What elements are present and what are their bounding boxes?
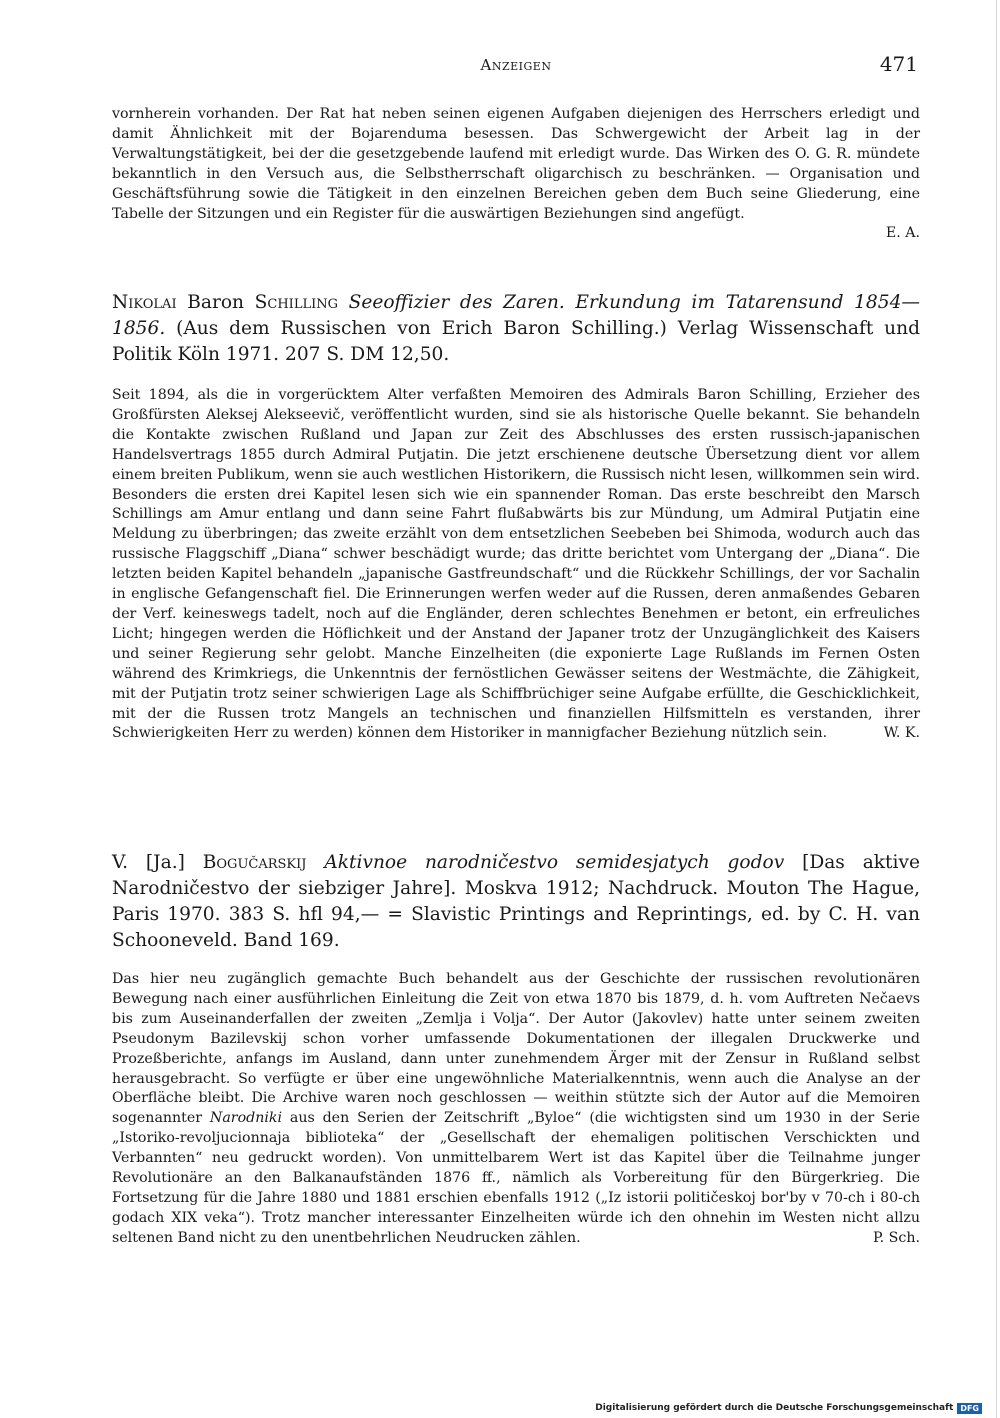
review-3-heading xyxy=(112,850,920,954)
review-2-body-block xyxy=(112,386,920,744)
review-2-work-title: Seeoffizier des Zaren. Erkundung im Tatarensund 1854—1856. xyxy=(112,292,920,339)
running-header xyxy=(112,52,920,82)
review-3-work-title: Aktivnoe narodničestvo semidesjatych godov xyxy=(324,852,785,873)
review-1-body: vornherein vorhanden. Der Rat hat neben seinen eigenen Aufgaben diejenigen des Herrschers erledigt und damit Ähnlichkeit mit der Bojarenduma besessen. Das Schwergewicht der Arbeit lag in der Verwaltungstätigkeit, bei der die gesetzgebende laufend mit erledigt wurde. Das Wirken des O. G. R. mündete bekanntlich in den Versuch aus, die Selbstherrschaft oligarchisch zu beschränken. — Organisation und Geschäftsführung sowie die Tätigkeit in den einzelnen Bereichen geben dem Buch seine Gliederung, eine Tabelle der Sitzungen und ein Register für die auswärtigen Beziehungen sind angefügt. xyxy=(112,106,920,222)
review-1-tail xyxy=(112,105,920,244)
digitization-footer xyxy=(595,1402,982,1414)
dfg-logo-icon: DFG xyxy=(957,1403,982,1414)
review-1-signature: E. A. xyxy=(885,225,920,242)
review-3-signature: P. Sch. xyxy=(872,1229,920,1246)
review-3-body-part1: Das hier neu zugänglich gemachte Buch behandelt aus der Geschichte der russischen revolutionären Bewegung nach einer ausführlichen Einleitung die Zeit von etwa 1870 bis 1879, d. h. vom Auftreten Nečaevs bis zum Auseinanderfallen der zweiten „Zemlja i Volja“. Der Autor (Jakovlev) hatte unter seinem zweiten Pseudonym Bazilevskij schon vorher umfassende Dokumentationen der illegalen Druckwerke und Prozeßberichte, anfangs im Ausland, dann unter zunehmendem Ärger mit der Zensur in Rußland selbst herausgebracht. So verfügte er über eine ungewöhnliche Materialkenntnis, wenn auch die Analyse an der Oberfläche bleibt. Die Archive waren noch geschlossen — weithin stützte sich der Autor auf die Memoiren sogenannter xyxy=(112,971,920,1127)
page-number: 471 xyxy=(879,52,918,76)
review-3-author-last: Bogučarskij xyxy=(202,852,307,873)
header-title: Anzeigen xyxy=(480,56,552,74)
review-3-author-prefix: V. [Ja.] xyxy=(112,852,185,873)
review-3-publication: [Das aktive Narodničestvo der siebziger Jahre]. Moskva 1912; Nachdruck. Mouton The Hague, Paris 1970. 383 S. hfl 94,— = Slavistic Printings and Reprintings, ed. by C. H. van Schooneveld. Band 169. xyxy=(112,852,920,951)
review-2-signature: W. K. xyxy=(883,725,920,742)
review-2-publication: (Aus dem Russischen von Erich Baron Schilling.) Verlag Wissenschaft und Politik Köln 1971. 207 S. DM 12,50. xyxy=(112,318,920,365)
review-3-body-italic: Narodniki xyxy=(209,1110,283,1127)
review-2-heading xyxy=(112,290,920,368)
review-2-body: Seit 1894, als die in vorgerücktem Alter verfaßten Memoiren des Admirals Baron Schilling, Erzieher des Großfürsten Aleksej Alekseevič, veröffentlicht wurden, sind sie als historische Quelle bekannt. Sie behandeln die Kontakte zwischen Rußland und Japan zur Zeit des Abschlusses des ersten russisch-japanischen Handelsvertrags 1855 durch Admiral Putjatin. Die jetzt erschienene deutsche Übersetzung dient vor allem einem breiten Publikum, wenn sie auch westlichen Historikern, die Russisch nicht lesen, willkommen sein wird. Besonders die ersten drei Kapitel lesen sich wie ein spannender Roman. Das erste beschreibt den Marsch Schillings am Amur entlang und dann seine Fahrt flußabwärts bis zur Mündung, um Admiral Putjatin eine Meldung zu überbringen; das zweite erzählt von dem entsetzlichen Seebeben bei Shimoda, wodurch auch das russische Flaggschiff „Diana“ schwer beschädigt wurde; das dritte berichtet vom Untergang der „Diana“. Die letzten beiden Kapitel behandeln „japanische Gastfreundschaft“ und die Rückkehr Schillings, der vor Sachalin in englische Gefangenschaft fiel. Die Erinnerungen werfen weder auf die Russen, deren anmaßendes Gebaren der Verf. keineswegs tadelt, noch auf die Engländer, deren schlechtes Benehmen er betont, ein erfreuliches Licht; hingegen werden die Höflichkeit und der Anstand der Japaner trotz der Unzugänglichkeit des Kaisers und seiner Regierung sehr gelobt. Manche Einzelheiten (die exponierte Lage Rußlands im Fernen Osten während des Krimkriegs, die Unkenntnis der fernöstlichen Gewässer seitens der Westmächte, die Zähigkeit, mit der Putjatin trotz seiner schwierigen Lage als Schiffbrüchiger seine Aufgabe erfüllte, die Geschicklichkeit, mit der die Russen trotz Mangels an technischen und finanziellen Hilfsmitteln es verstanden, ihrer Schwierigkeiten Herr zu werden) können dem Historiker in mannigfacher Beziehung nützlich sein. xyxy=(112,387,920,742)
review-3-body-block xyxy=(112,970,920,1249)
review-2-author-last: Schilling xyxy=(254,292,338,313)
review-2-author-title: Baron xyxy=(187,292,245,313)
scan-edge xyxy=(996,0,997,1418)
review-3-body-part2: aus den Serien der Zeitschrift „Byloe“ (die wichtigsten sind um 1930 in der Serie „Istoriko-revoljucionnaja biblioteka“ der „Gesellschaft der ehemaligen politischen Verschickten und Verbannten“ neu gedruckt worden). Von unmittelbarem Wert ist das Kapitel über die Teilnahme junger Revolutionäre an den Balkanaufständen 1876 ff., nämlich als Vorbereitung für den Bürgerkrieg. Die Fortsetzung für die Jahre 1880 und 1881 erschien ebenfalls 1912 („Iz istorii političeskoj bor'by v 70-ch i 80-ch godach XIX veka“). Trotz mancher interessanter Einzelheiten würde ich den ohnehin im Westen nicht allzu seltenen Band nicht zu den unentbehrlichen Neudrucken zählen. xyxy=(112,1110,920,1246)
footer-text: Digitalisierung gefördert durch die Deutsche Forschungsgemeinschaft xyxy=(595,1403,954,1413)
review-2-author-first: Nikolai xyxy=(112,292,177,313)
